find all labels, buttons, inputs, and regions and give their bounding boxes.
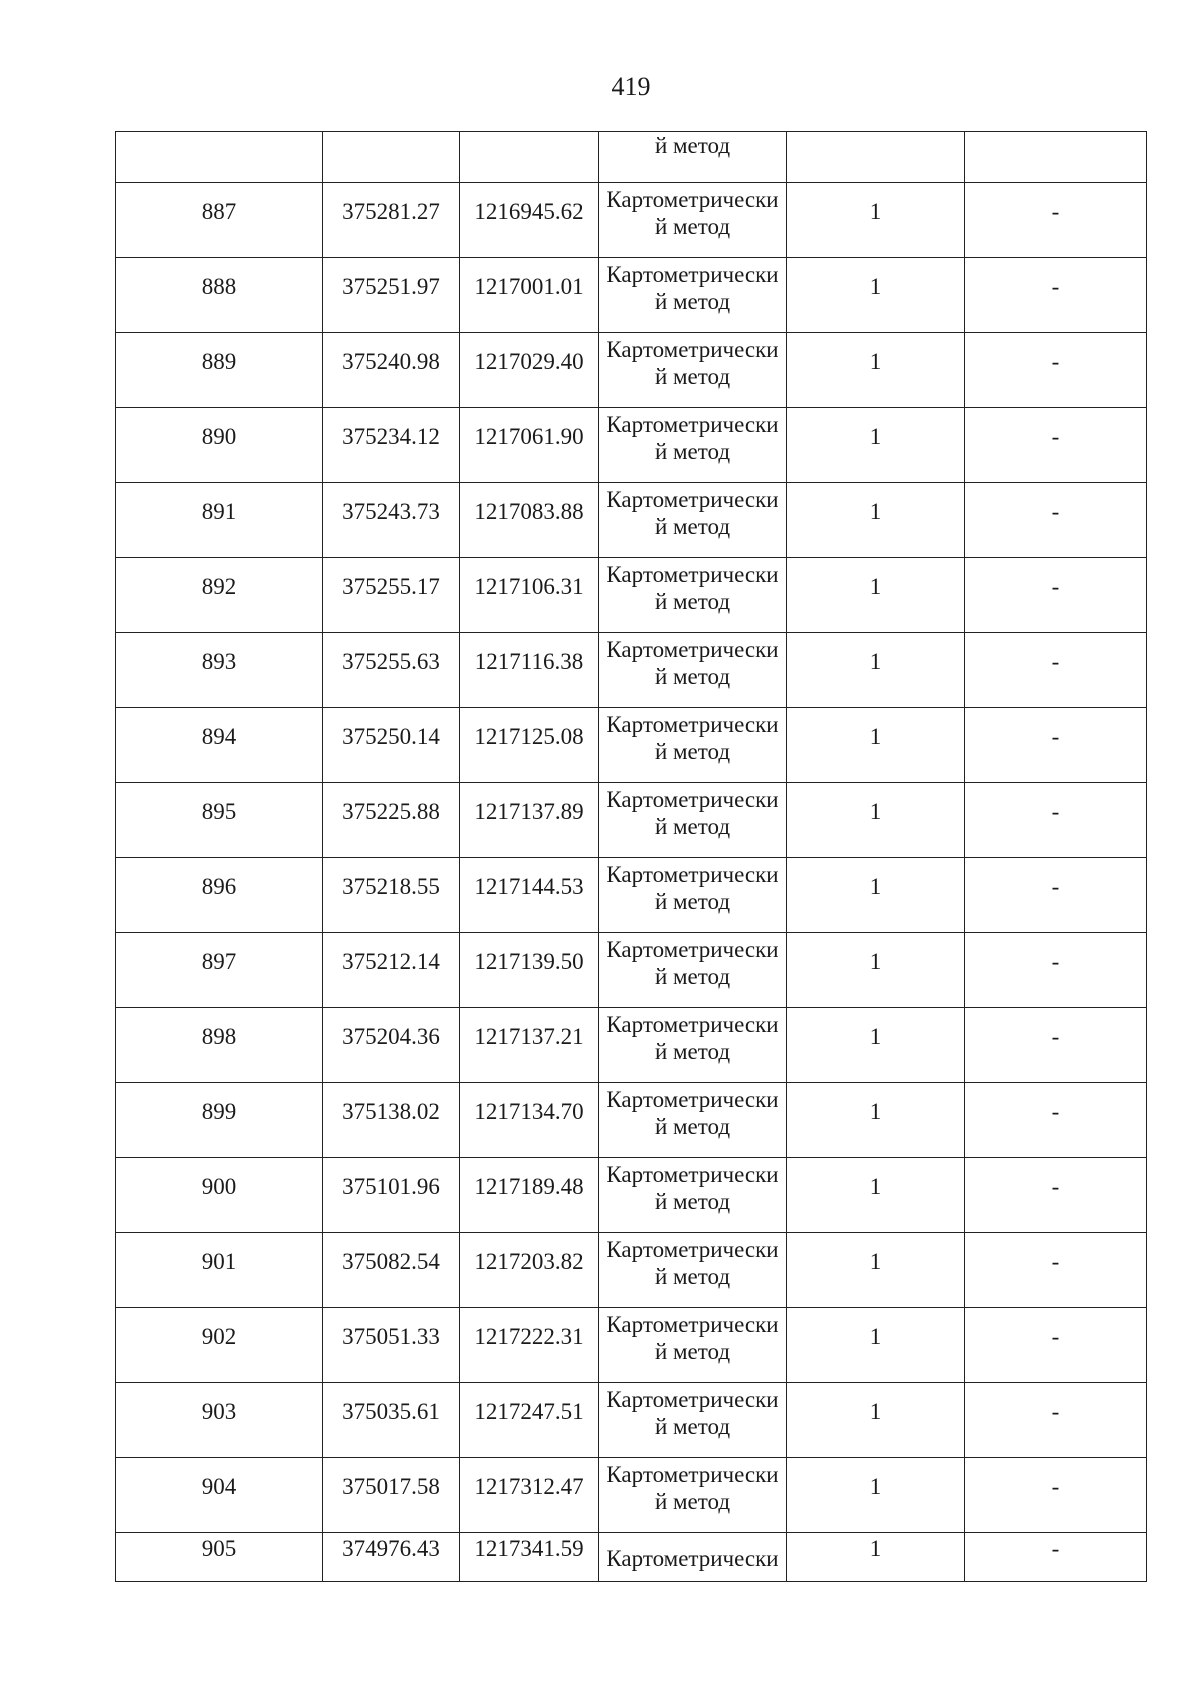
- point-number-cell: 901: [116, 1233, 323, 1308]
- note-cell: -: [965, 1233, 1147, 1308]
- method-cell: [599, 633, 787, 708]
- method-text: й метод: [654, 133, 731, 158]
- note-cell: -: [965, 858, 1147, 933]
- note-cell: -: [965, 633, 1147, 708]
- x-coordinate-cell: 375250.14: [323, 708, 460, 783]
- table-row: [116, 183, 1147, 258]
- point-number-cell: 887: [116, 183, 323, 258]
- y-coordinate-cell: 1217083.88: [460, 483, 599, 558]
- method-text-line1: Картометрически: [606, 1312, 779, 1337]
- y-coordinate-cell: 1217125.08: [460, 708, 599, 783]
- accuracy-cell: [787, 132, 965, 183]
- method-text-line2: й метод: [654, 1189, 731, 1214]
- x-coordinate-cell: 375281.27: [323, 183, 460, 258]
- y-coordinate-cell: 1217137.21: [460, 1008, 599, 1083]
- accuracy-cell: 1: [787, 1458, 965, 1533]
- point-number-cell: 890: [116, 408, 323, 483]
- coordinates-table: [115, 131, 1147, 1582]
- method-cell: [599, 333, 787, 408]
- method-cell: [599, 258, 787, 333]
- y-coordinate-cell: 1217139.50: [460, 933, 599, 1008]
- method-cell: [599, 1458, 787, 1533]
- x-coordinate-cell: 375225.88: [323, 783, 460, 858]
- point-number-cell: 888: [116, 258, 323, 333]
- y-coordinate-cell: 1217134.70: [460, 1083, 599, 1158]
- table-row: [116, 408, 1147, 483]
- note-cell: -: [965, 1083, 1147, 1158]
- table-row: [116, 933, 1147, 1008]
- method-cell: [599, 408, 787, 483]
- method-cell: [599, 708, 787, 783]
- point-number-cell: 889: [116, 333, 323, 408]
- y-coordinate-cell: 1217116.38: [460, 633, 599, 708]
- point-number-cell: 903: [116, 1383, 323, 1458]
- table-row: [116, 333, 1147, 408]
- method-text-line2: й метод: [654, 814, 731, 839]
- note-cell: -: [965, 783, 1147, 858]
- point-number-cell: 898: [116, 1008, 323, 1083]
- point-number-cell: 896: [116, 858, 323, 933]
- table-row: [116, 483, 1147, 558]
- method-text-line2: й метод: [654, 364, 731, 389]
- x-coordinate-cell: 375017.58: [323, 1458, 460, 1533]
- y-coordinate-cell: 1217222.31: [460, 1308, 599, 1383]
- method-cell: [599, 933, 787, 1008]
- table-row: [116, 1308, 1147, 1383]
- method-text-line1: Картометрически: [606, 1462, 779, 1487]
- method-cell: [599, 132, 787, 183]
- x-coordinate-cell: 375218.55: [323, 858, 460, 933]
- method-cell: [599, 783, 787, 858]
- method-text-line2: й метод: [654, 1039, 731, 1064]
- x-coordinate-cell: 375082.54: [323, 1233, 460, 1308]
- method-cell: [599, 183, 787, 258]
- method-text-line2: й метод: [654, 1339, 731, 1364]
- method-cell: [599, 1383, 787, 1458]
- x-coordinate-cell: 375255.63: [323, 633, 460, 708]
- accuracy-cell: 1: [787, 783, 965, 858]
- y-coordinate-cell: 1217106.31: [460, 558, 599, 633]
- y-coordinate-cell: 1217144.53: [460, 858, 599, 933]
- point-number-cell: 902: [116, 1308, 323, 1383]
- x-coordinate-cell: 374976.43: [323, 1533, 460, 1582]
- accuracy-cell: 1: [787, 1083, 965, 1158]
- point-number-cell: 897: [116, 933, 323, 1008]
- x-coordinate-cell: 375234.12: [323, 408, 460, 483]
- accuracy-cell: 1: [787, 1008, 965, 1083]
- method-text-line2: й метод: [654, 964, 731, 989]
- method-cell: [599, 1158, 787, 1233]
- method-cell: [599, 1533, 787, 1582]
- y-coordinate-cell: 1217029.40: [460, 333, 599, 408]
- method-text-line1: Картометрически: [606, 637, 779, 662]
- note-cell: -: [965, 258, 1147, 333]
- table-row-last: [116, 1533, 1147, 1582]
- point-number-cell: 892: [116, 558, 323, 633]
- table-row: [116, 558, 1147, 633]
- method-text-line1: Картометрически: [606, 487, 779, 512]
- accuracy-cell: 1: [787, 1158, 965, 1233]
- note-cell: -: [965, 1458, 1147, 1533]
- note-cell: -: [965, 558, 1147, 633]
- note-cell: -: [965, 933, 1147, 1008]
- note-cell: -: [965, 708, 1147, 783]
- table-row: [116, 1458, 1147, 1533]
- method-text-line1: Картометрически: [606, 337, 779, 362]
- accuracy-cell: 1: [787, 408, 965, 483]
- note-cell: [965, 132, 1147, 183]
- point-number-cell: 891: [116, 483, 323, 558]
- point-number-cell: 905: [116, 1533, 323, 1582]
- x-coordinate-cell: 375251.97: [323, 258, 460, 333]
- method-text-line2: й метод: [654, 589, 731, 614]
- table-row: [116, 258, 1147, 333]
- method-text-line1: Картометрически: [606, 1237, 779, 1262]
- table-row: [116, 1233, 1147, 1308]
- x-coordinate-cell: 375212.14: [323, 933, 460, 1008]
- y-coordinate-cell: 1216945.62: [460, 183, 599, 258]
- method-cell: [599, 1083, 787, 1158]
- y-coordinate-cell: 1217137.89: [460, 783, 599, 858]
- continuation-row: [116, 132, 1147, 183]
- y-coordinate-cell: 1217341.59: [460, 1533, 599, 1582]
- method-cell: [599, 1308, 787, 1383]
- method-text-line1: Картометрически: [606, 787, 779, 812]
- y-coordinate-cell: 1217001.01: [460, 258, 599, 333]
- method-text-line1: Картометрически: [606, 412, 779, 437]
- method-text-line1: Картометрически: [606, 937, 779, 962]
- x-coordinate-cell: 375035.61: [323, 1383, 460, 1458]
- method-text-line2: й метод: [654, 514, 731, 539]
- method-text-line1: Картометрически: [606, 862, 779, 887]
- table-row: [116, 1008, 1147, 1083]
- accuracy-cell: 1: [787, 483, 965, 558]
- point-cell: [116, 132, 323, 183]
- table-row: [116, 858, 1147, 933]
- accuracy-cell: 1: [787, 933, 965, 1008]
- table-row: [116, 633, 1147, 708]
- y-cell: [460, 132, 599, 183]
- method-text-line2: й метод: [654, 289, 731, 314]
- note-cell: -: [965, 483, 1147, 558]
- point-number-cell: 894: [116, 708, 323, 783]
- accuracy-cell: 1: [787, 258, 965, 333]
- accuracy-cell: 1: [787, 1383, 965, 1458]
- note-cell: -: [965, 408, 1147, 483]
- note-cell: -: [965, 1008, 1147, 1083]
- method-cell: [599, 483, 787, 558]
- method-text-line2: й метод: [654, 439, 731, 464]
- x-coordinate-cell: 375051.33: [323, 1308, 460, 1383]
- method-cell: [599, 858, 787, 933]
- y-coordinate-cell: 1217247.51: [460, 1383, 599, 1458]
- point-number-cell: 900: [116, 1158, 323, 1233]
- table-row: [116, 1158, 1147, 1233]
- accuracy-cell: 1: [787, 333, 965, 408]
- note-cell: -: [965, 1158, 1147, 1233]
- x-coordinate-cell: 375255.17: [323, 558, 460, 633]
- note-cell: -: [965, 333, 1147, 408]
- method-cell: [599, 1008, 787, 1083]
- point-number-cell: 899: [116, 1083, 323, 1158]
- table-row: [116, 1383, 1147, 1458]
- point-number-cell: 895: [116, 783, 323, 858]
- table-row: [116, 783, 1147, 858]
- method-text-line1: Картометрически: [606, 1387, 779, 1412]
- note-cell: -: [965, 183, 1147, 258]
- x-coordinate-cell: 375101.96: [323, 1158, 460, 1233]
- accuracy-cell: 1: [787, 1533, 965, 1582]
- method-text-line2: й метод: [654, 1114, 731, 1139]
- method-text-line1: Картометрически: [606, 1162, 779, 1187]
- x-coordinate-cell: 375243.73: [323, 483, 460, 558]
- accuracy-cell: 1: [787, 1308, 965, 1383]
- method-text-line1: Картометрически: [606, 712, 779, 737]
- x-coordinate-cell: 375240.98: [323, 333, 460, 408]
- method-text-line2: й метод: [654, 889, 731, 914]
- note-cell: -: [965, 1533, 1147, 1582]
- method-text-line2: й метод: [654, 1489, 731, 1514]
- note-cell: -: [965, 1383, 1147, 1458]
- y-coordinate-cell: 1217203.82: [460, 1233, 599, 1308]
- point-number-cell: 904: [116, 1458, 323, 1533]
- method-cell: [599, 1233, 787, 1308]
- point-number-cell: 893: [116, 633, 323, 708]
- page-number: 419: [611, 72, 651, 101]
- x-coordinate-cell: 375138.02: [323, 1083, 460, 1158]
- y-coordinate-cell: 1217312.47: [460, 1458, 599, 1533]
- table-row: [116, 1083, 1147, 1158]
- x-coordinate-cell: 375204.36: [323, 1008, 460, 1083]
- accuracy-cell: 1: [787, 1233, 965, 1308]
- accuracy-cell: 1: [787, 558, 965, 633]
- method-text-line1: Картометрически: [606, 562, 779, 587]
- note-cell: -: [965, 1308, 1147, 1383]
- accuracy-cell: 1: [787, 183, 965, 258]
- method-text-line2: й метод: [654, 214, 731, 239]
- x-cell: [323, 132, 460, 183]
- method-text-line1: Картометрически: [606, 1546, 779, 1571]
- method-text-line1: Картометрически: [606, 187, 779, 212]
- coordinates-table-body: [116, 132, 1147, 1582]
- accuracy-cell: 1: [787, 633, 965, 708]
- accuracy-cell: 1: [787, 858, 965, 933]
- method-text-line1: Картометрически: [606, 1087, 779, 1112]
- method-text-line1: Картометрически: [606, 1012, 779, 1037]
- accuracy-cell: 1: [787, 708, 965, 783]
- method-text-line1: Картометрически: [606, 262, 779, 287]
- y-coordinate-cell: 1217061.90: [460, 408, 599, 483]
- method-text-line2: й метод: [654, 664, 731, 689]
- method-text-line2: й метод: [654, 1264, 731, 1289]
- method-text-line2: й метод: [654, 1414, 731, 1439]
- method-cell: [599, 558, 787, 633]
- table-row: [116, 708, 1147, 783]
- y-coordinate-cell: 1217189.48: [460, 1158, 599, 1233]
- method-text-line2: й метод: [654, 739, 731, 764]
